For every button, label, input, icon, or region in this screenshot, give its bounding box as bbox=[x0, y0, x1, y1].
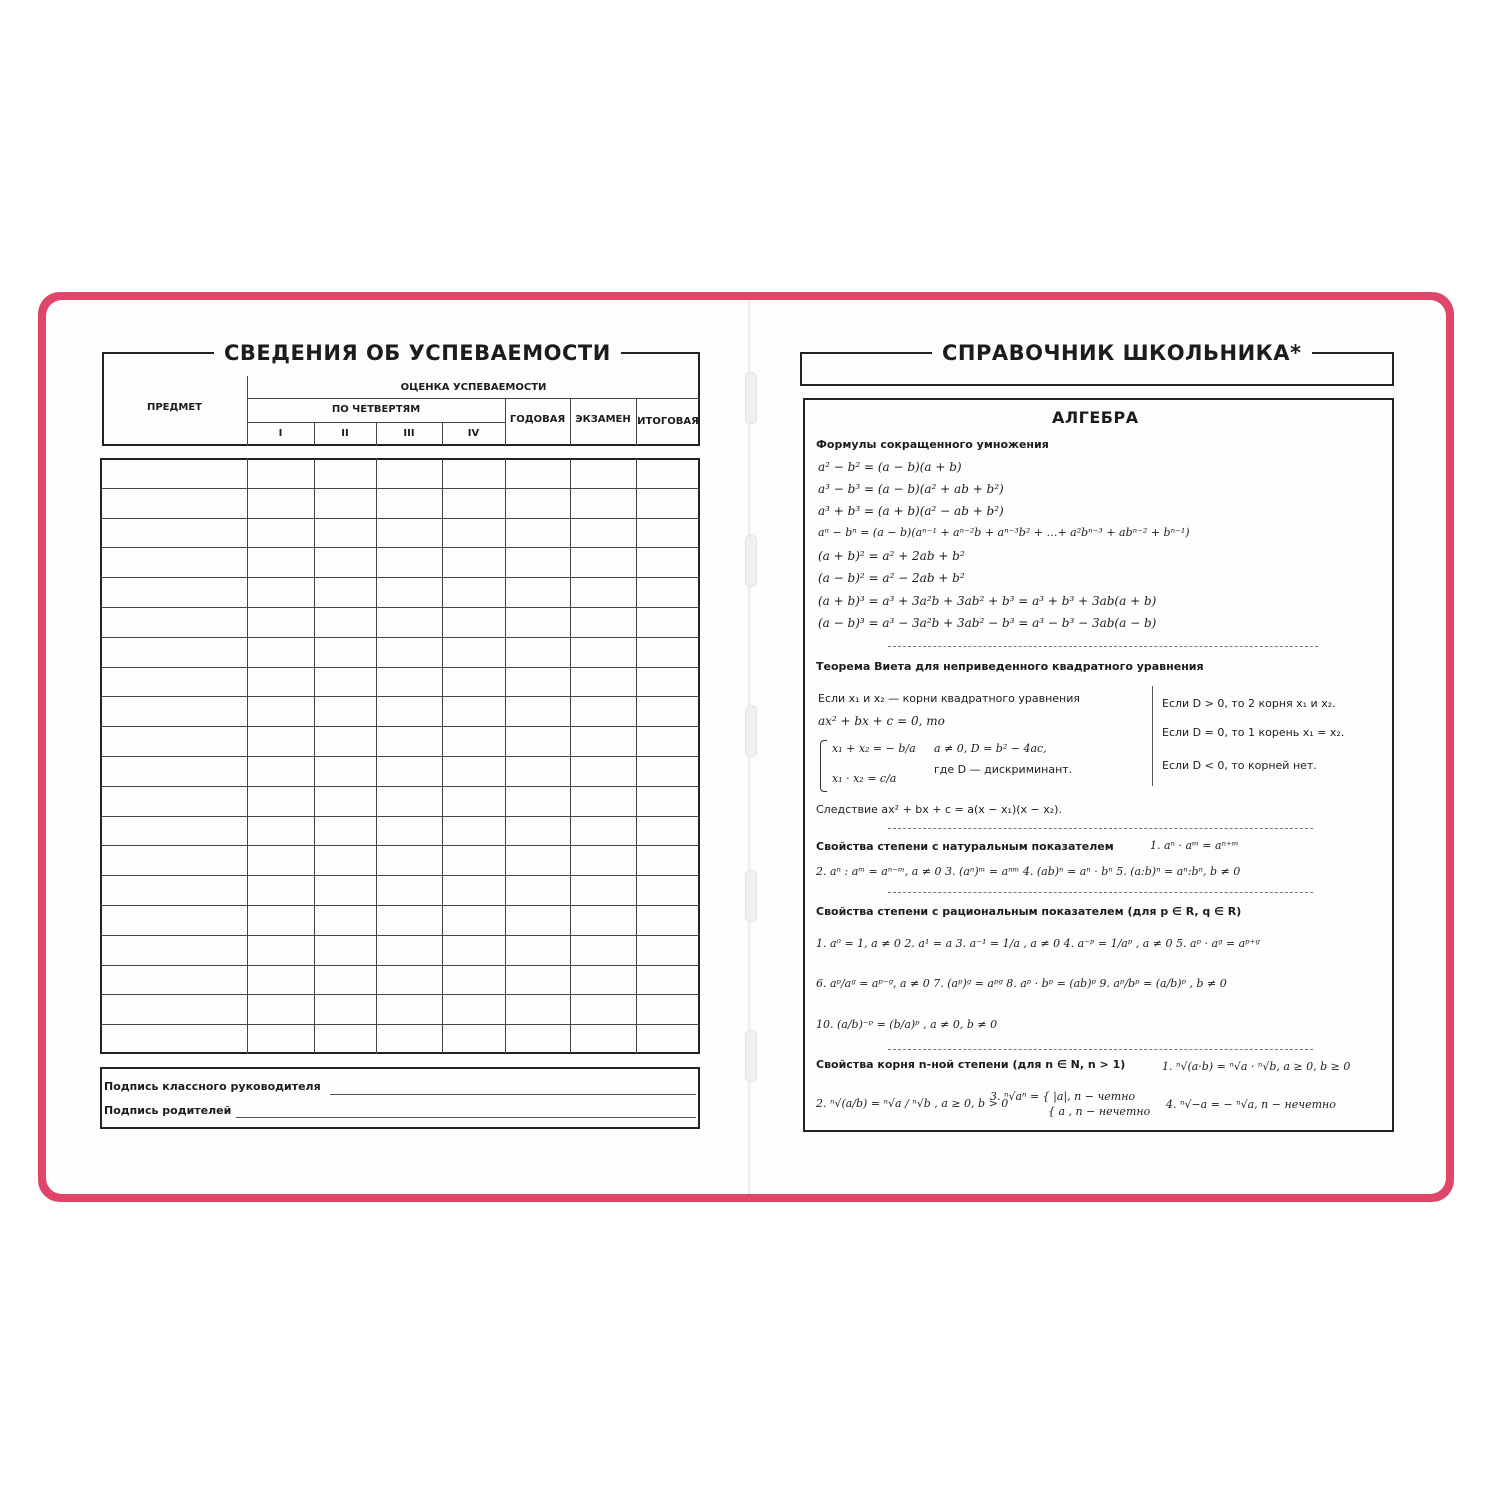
grid-row-line bbox=[100, 696, 700, 697]
section-divider bbox=[888, 646, 1318, 647]
grid-row-line bbox=[100, 607, 700, 608]
formula: aⁿ − bⁿ = (a − b)(aⁿ⁻¹ + aⁿ⁻²b + aⁿ⁻³b² + …+ a²bⁿ⁻³ + abⁿ⁻² + bⁿ⁻¹) bbox=[818, 526, 1190, 539]
section-divider bbox=[888, 828, 1313, 829]
grades-title: СВЕДЕНИЯ ОБ УСПЕВАЕМОСТИ bbox=[214, 341, 621, 365]
section-divider bbox=[888, 1049, 1313, 1050]
formula: (a + b)² = a² + 2ab + b² bbox=[818, 549, 965, 563]
quarter-4: IV bbox=[467, 428, 480, 439]
grid-row-line bbox=[100, 875, 700, 876]
root-title: Свойства корня n-ной степени (для n ∈ N, n > 1) bbox=[816, 1058, 1126, 1071]
grid-row-line bbox=[100, 667, 700, 668]
short-mult-title: Формулы сокращенного умножения bbox=[816, 438, 1049, 451]
grid-row-line bbox=[100, 1024, 700, 1025]
vieta-case: Если D < 0, то корней нет. bbox=[1162, 759, 1317, 772]
grid-row-line bbox=[100, 994, 700, 995]
vieta-divider bbox=[1152, 686, 1153, 786]
formula: (a − b)² = a² − 2ab + b² bbox=[818, 571, 965, 585]
natural-power-1: 1. aⁿ · aᵐ = aⁿ⁺ᵐ bbox=[1150, 839, 1239, 852]
staple bbox=[745, 372, 757, 424]
assessment-header: ОЦЕНКА УСПЕВАЕМОСТИ bbox=[400, 382, 547, 393]
grid-row-line bbox=[100, 637, 700, 638]
root-property-2: 2. ⁿ√(a/b) = ⁿ√a / ⁿ√b , a ≥ 0, b > 0 bbox=[816, 1097, 1009, 1110]
reference-title: СПРАВОЧНИК ШКОЛЬНИКА* bbox=[932, 341, 1312, 365]
system-brace bbox=[820, 740, 827, 792]
root-property-1: 1. ⁿ√(a·b) = ⁿ√a · ⁿ√b, a ≥ 0, b ≥ 0 bbox=[1162, 1060, 1351, 1073]
vieta-case: Если D > 0, то 2 корня x₁ и x₂. bbox=[1162, 697, 1336, 710]
root-property-3: 3. ⁿ√aⁿ = { |a|, n − четно bbox=[990, 1090, 1136, 1103]
quarter-1: I bbox=[278, 428, 283, 439]
formula: (a − b)³ = a³ − 3a²b + 3ab² − b³ = a³ − b³ − 3ab(a − b) bbox=[818, 616, 1157, 630]
grid-row-line bbox=[100, 577, 700, 578]
quarter-2: II bbox=[341, 428, 349, 439]
formula: a³ + b³ = (a + b)(a² − ab + b²) bbox=[818, 504, 1004, 518]
vieta-discriminant: где D — дискриминант. bbox=[934, 763, 1073, 776]
grid-row-line bbox=[100, 786, 700, 787]
rational-power-row-1: 1. a⁰ = 1, a ≠ 0 2. a¹ = a 3. a⁻¹ = 1/a , a ≠ 0 4. a⁻ᵖ = 1/aᵖ , a ≠ 0 5. aᵖ · aᵍ = aᵖ⁺ᵍ bbox=[816, 937, 1260, 950]
grid-row-line bbox=[100, 845, 700, 846]
signature-box bbox=[100, 1067, 700, 1129]
teacher-signature-line[interactable] bbox=[330, 1094, 696, 1095]
rational-power-title: Свойства степени с рациональным показателем (для p ∈ R, q ∈ R) bbox=[816, 905, 1242, 918]
vieta-equation: ax² + bx + c = 0, то bbox=[818, 714, 945, 728]
annual-header: ГОДОВАЯ bbox=[509, 414, 566, 425]
staple bbox=[745, 1030, 757, 1082]
final-header: ИТОГОВАЯ bbox=[637, 416, 699, 427]
formula: a³ − b³ = (a − b)(a² + ab + b²) bbox=[818, 482, 1004, 496]
vieta-if: Если x₁ и x₂ — корни квадратного уравнения bbox=[818, 692, 1081, 705]
rational-power-row-3: 10. (a/b)⁻ᵖ = (b/a)ᵖ , a ≠ 0, b ≠ 0 bbox=[816, 1018, 998, 1031]
grid-row-line bbox=[100, 816, 700, 817]
grid-row-line bbox=[100, 518, 700, 519]
quarters-header: ПО ЧЕТВЕРТЯМ bbox=[331, 404, 421, 415]
staple bbox=[745, 535, 757, 587]
grid-row-line bbox=[100, 965, 700, 966]
natural-power-title: Свойства степени с натуральным показателем bbox=[816, 840, 1114, 853]
exam-header: ЭКЗАМЕН bbox=[575, 414, 631, 425]
grid-row-line bbox=[100, 488, 700, 489]
grid-row-line bbox=[100, 935, 700, 936]
root-property-3-second: { a , n − нечетно bbox=[1048, 1105, 1151, 1118]
natural-power-rest: 2. aⁿ : aᵐ = aⁿ⁻ᵐ, a ≠ 0 3. (aⁿ)ᵐ = aⁿᵐ 4. (ab)ⁿ = aⁿ · bⁿ 5. (a:b)ⁿ = aⁿ:bⁿ, b ≠ 0 bbox=[816, 865, 1241, 878]
vieta-title: Теорема Виета для неприведенного квадратного уравнения bbox=[816, 660, 1204, 673]
formula: (a + b)³ = a³ + 3a²b + 3ab² + b³ = a³ + b³ + 3ab(a + b) bbox=[818, 594, 1157, 608]
vieta-condition: a ≠ 0, D = b² − 4ac, bbox=[934, 742, 1047, 755]
grid-row-line bbox=[100, 547, 700, 548]
vieta-sum: x₁ + x₂ = − b/a bbox=[832, 742, 916, 755]
teacher-signature-label: Подпись классного руководителя bbox=[104, 1080, 321, 1093]
staple bbox=[745, 705, 757, 757]
parents-signature-label: Подпись родителей bbox=[104, 1104, 232, 1117]
grid-row-line bbox=[100, 756, 700, 757]
parents-signature-line[interactable] bbox=[236, 1117, 696, 1118]
formula: a² − b² = (a − b)(a + b) bbox=[818, 460, 962, 474]
rational-power-row-2: 6. aᵖ/aᵍ = aᵖ⁻ᵍ, a ≠ 0 7. (aᵖ)ᵍ = aᵖᵍ 8. aᵖ · bᵖ = (ab)ᵖ 9. aᵖ/bᵖ = (a/b)ᵖ , b ≠ 0 bbox=[816, 977, 1227, 990]
algebra-heading: АЛГЕБРА bbox=[1052, 408, 1139, 427]
header-divider bbox=[247, 398, 700, 399]
root-property-4: 4. ⁿ√−a = − ⁿ√a, n − нечетно bbox=[1166, 1098, 1336, 1111]
vieta-corollary: Следствие ax² + bx + c = a(x − x₁)(x − x₂). bbox=[816, 803, 1062, 816]
quarter-3: III bbox=[403, 428, 415, 439]
section-divider bbox=[888, 892, 1313, 893]
staple bbox=[745, 870, 757, 922]
vieta-product: x₁ · x₂ = c/a bbox=[832, 772, 897, 785]
vieta-case: Если D = 0, то 1 корень x₁ = x₂. bbox=[1162, 726, 1345, 739]
grid-row-line bbox=[100, 726, 700, 727]
subject-header: ПРЕДМЕТ bbox=[146, 402, 203, 413]
grid-row-line bbox=[100, 905, 700, 906]
